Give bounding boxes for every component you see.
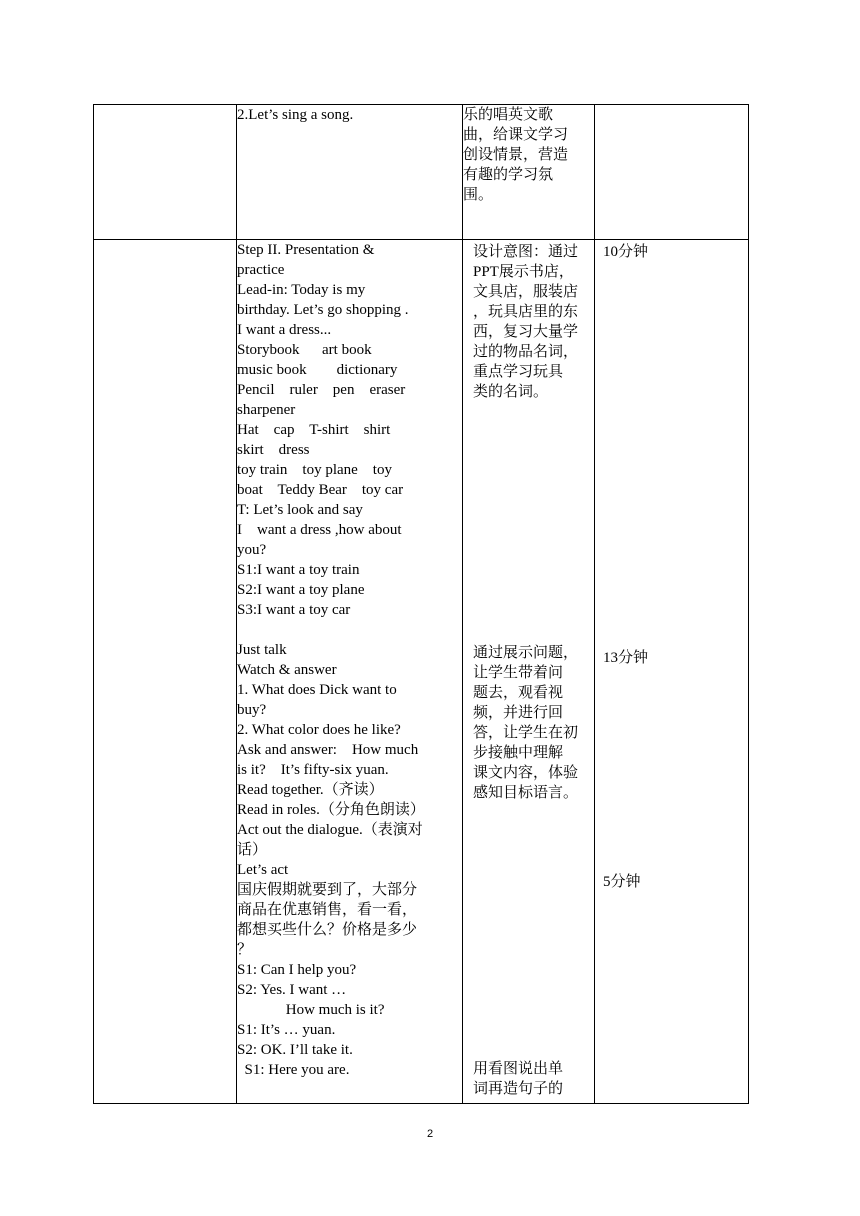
- text-line: ？: [237, 942, 253, 958]
- text-line: Just talk: [237, 642, 287, 658]
- text-line: 商品在优惠销售，看一看，: [237, 902, 418, 918]
- design-intent-cell: [463, 240, 595, 1104]
- text-line: How much is it?: [237, 1002, 385, 1018]
- lesson-plan-table: [93, 104, 749, 1104]
- text-line: toy train toy plane toy: [237, 462, 392, 478]
- design-intent-block: [473, 643, 589, 803]
- text-line: 话）: [237, 842, 268, 858]
- text-line: 类的名词。: [473, 384, 549, 400]
- text-line: 西，复习大量学: [473, 324, 579, 340]
- text-line: T: Let’s look and say: [237, 502, 363, 518]
- text-line: 感知目标语言。: [473, 785, 579, 801]
- text-line: S1: It’s … yuan.: [237, 1022, 336, 1038]
- stage-cell: [94, 240, 237, 1104]
- text-line: Lead-in: Today is my: [237, 282, 366, 298]
- text-line: is it? It’s fifty-six yuan.: [237, 762, 389, 778]
- text-line: 设计意图：通过: [473, 244, 579, 260]
- text-line: 用看图说出单: [473, 1061, 564, 1077]
- text-line: 围。: [463, 187, 494, 203]
- text-line: 步接触中理解: [473, 745, 564, 761]
- text-line: 频，并进行回: [473, 705, 564, 721]
- text-line: S3:I want a toy car: [237, 602, 351, 618]
- text-line: S2: Yes. I want …: [237, 982, 347, 998]
- text-line: 创设情景，营造: [463, 147, 569, 163]
- text-line: 2. What color does he like?: [237, 722, 401, 738]
- table-row: [94, 105, 749, 240]
- table-row: [94, 240, 749, 1104]
- text-line: S2: OK. I’ll take it.: [237, 1042, 353, 1058]
- text-line: 1. What does Dick want to: [237, 682, 397, 698]
- text-line: Read together.（齐读）: [237, 782, 384, 798]
- time-cell: [595, 240, 749, 1104]
- text-line: 让学生带着问: [473, 665, 564, 681]
- text-line: [237, 620, 462, 640]
- text-line: 词再造句子的: [473, 1081, 564, 1097]
- time-label: 13分钟: [603, 650, 649, 666]
- design-intent-cell: [463, 105, 595, 240]
- text-line: Ask and answer: How much: [237, 742, 419, 758]
- text-line: 乐的唱英文歌: [463, 107, 554, 123]
- text-line: Storybook art book: [237, 342, 372, 358]
- page-number: 2: [426, 1128, 434, 1140]
- activity-cell: [237, 240, 463, 1104]
- text-line: S2:I want a toy plane: [237, 582, 365, 598]
- text-line: I want a dress ,how about: [237, 522, 402, 538]
- text-line: buy?: [237, 702, 267, 718]
- text-line: 答，让学生在初: [473, 725, 579, 741]
- text-line: Hat cap T-shirt shirt: [237, 422, 391, 438]
- text-line: skirt dress: [237, 442, 310, 458]
- text-line: PPT展示书店，: [473, 264, 574, 280]
- text-line: 2.Let’s sing a song.: [237, 107, 354, 123]
- text-line: Step II. Presentation &: [237, 242, 375, 258]
- text-line: Let’s act: [237, 862, 289, 878]
- text-line: 通过展示问题，: [473, 645, 579, 661]
- design-intent-block: [473, 242, 589, 402]
- text-line: 都想买些什么？价格是多少: [237, 922, 418, 938]
- text-line: 过的物品名词，: [473, 344, 579, 360]
- text-line: S1: Here you are.: [237, 1062, 350, 1078]
- text-line: S1: Can I help you?: [237, 962, 357, 978]
- text-line: 有趣的学习氛: [463, 167, 554, 183]
- text-line: 课文内容，体验: [473, 765, 579, 781]
- design-intent-block: [473, 1059, 589, 1099]
- text-line: Pencil ruler pen eraser: [237, 382, 406, 398]
- text-line: birthday. Let’s go shopping .: [237, 302, 409, 318]
- time-label: 5分钟: [603, 874, 641, 890]
- text-line: ，玩具店里的东: [473, 304, 579, 320]
- text-line: Read in roles.（分角色朗读）: [237, 802, 425, 818]
- text-line: you?: [237, 542, 267, 558]
- text-line: 重点学习玩具: [473, 364, 564, 380]
- text-line: Act out the dialogue.（表演对: [237, 822, 423, 838]
- text-line: music book dictionary: [237, 362, 398, 378]
- text-line: I want a dress...: [237, 322, 332, 338]
- stage-cell: [94, 105, 237, 240]
- text-line: 文具店，服装店: [473, 284, 579, 300]
- text-line: 曲，给课文学习: [463, 127, 569, 143]
- text-line: 题去，观看视: [473, 685, 564, 701]
- text-line: practice: [237, 262, 285, 278]
- text-line: boat Teddy Bear toy car: [237, 482, 404, 498]
- text-line: sharpener: [237, 402, 296, 418]
- time-cell: [595, 105, 749, 240]
- text-line: S1:I want a toy train: [237, 562, 360, 578]
- activity-cell: [237, 105, 463, 240]
- text-line: 国庆假期就要到了，大部分: [237, 882, 418, 898]
- text-line: Watch & answer: [237, 662, 337, 678]
- time-label: 10分钟: [603, 244, 649, 260]
